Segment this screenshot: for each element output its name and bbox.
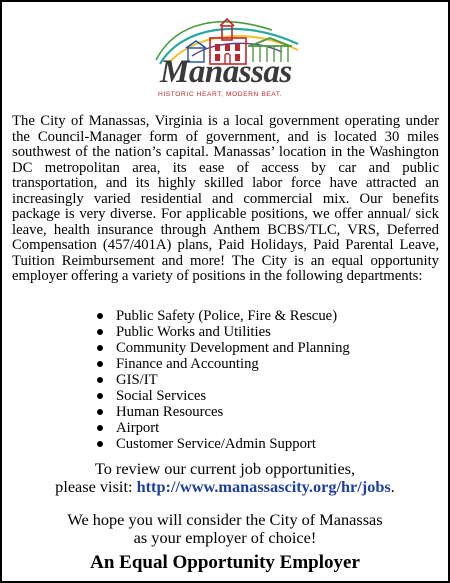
list-item: Public Safety (Police, Fire & Rescue) <box>96 308 350 324</box>
logo-tagline: HISTORIC HEART, MODERN BEAT. <box>158 91 283 98</box>
advertisement <box>2 2 448 581</box>
list-item: Airport <box>96 420 350 436</box>
logo-wordmark: Manassas <box>160 54 292 90</box>
list-item: Social Services <box>96 388 350 404</box>
visit-section <box>2 460 448 495</box>
jobs-link[interactable]: http://www.manassascity.org/hr/jobs <box>136 476 391 496</box>
list-item: GIS/IT <box>96 372 350 388</box>
visit-line-1: To review our current job opportunities, <box>94 459 356 478</box>
hope-line-1: We hope you will consider the City of Manassas <box>67 510 383 529</box>
hope-line-2: as your employer of choice! <box>133 527 317 547</box>
list-item: Public Works and Utilities <box>96 324 350 340</box>
departments-list <box>96 308 350 452</box>
visit-prefix: please visit: <box>55 476 137 496</box>
city-logo <box>152 16 302 108</box>
list-item: Customer Service/Admin Support <box>96 436 350 452</box>
list-item: Finance and Accounting <box>96 356 350 372</box>
list-item: Community Development and Planning <box>96 340 350 356</box>
visit-suffix: . <box>390 476 395 496</box>
intro-paragraph: The City of Manassas, Virginia is a local government operating under the Council-Manager form of government, and is located 30 miles southwest of the nation’s capital. Manassas’ location in the Washington DC metropolitan area, its ease of access by car and public transportation, and its highly skilled labor force have attracted an increasingly varied residential and commercial mix. Our benefits package is very diverse. For applicable positions, we offer annual/ sick leave, health insurance through Anthem BCBS/TLC, VRS, Deferred Compensation (457/401A) plans, Paid Holidays, Paid Parental Leave, Tuition Reimbursement and more! The City is an equal opportunity employer offering a variety of positions in the following departments: <box>12 113 439 284</box>
equal-opportunity-heading: An Equal Opportunity Employer <box>90 552 360 573</box>
list-item: Human Resources <box>96 404 350 420</box>
closing-message <box>2 511 448 546</box>
visit-line-2 <box>2 478 448 496</box>
